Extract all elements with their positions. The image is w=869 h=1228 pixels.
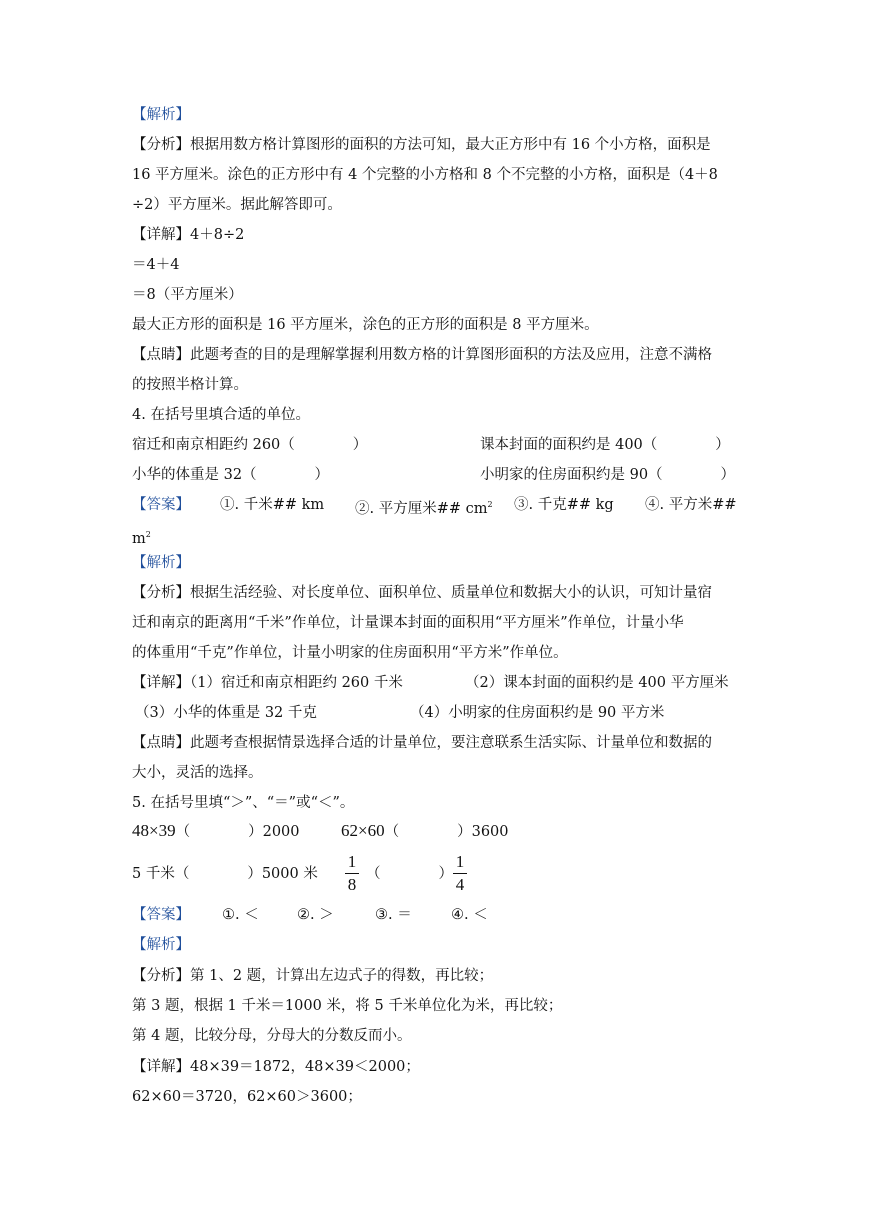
remark-line: 【点睛】此题考查的目的是理解掌握利用数方格的计算图形面积的方法及应用，注意不满格 bbox=[132, 347, 712, 363]
answer-4-unit bbox=[132, 525, 151, 549]
detail-line: ＝4＋4 bbox=[132, 257, 180, 273]
detail-line: （3）小华的体重是 32 千克 bbox=[135, 705, 317, 721]
question-5-item-2 bbox=[341, 821, 509, 842]
answer-2-text: ②. 平方厘米## cm bbox=[355, 500, 488, 517]
question-4-item-b: 课本封面的面积约是 400（ ） bbox=[480, 437, 730, 453]
blank-and-value: （ ）2000 bbox=[175, 824, 300, 840]
question-5-title: 5. 在括号里填“＞”、“＝”或“＜”。 bbox=[132, 795, 355, 811]
unit-text: m bbox=[132, 530, 146, 547]
answer-1: ①. 千米## km bbox=[220, 497, 325, 513]
analysis-line: 的体重用“千克”作单位，计量小明家的住房面积用“平方米”作单位。 bbox=[132, 645, 568, 661]
remark-line: 的按照半格计算。 bbox=[132, 377, 248, 393]
detail-line: 62×60＝3720，62×60＞3600； bbox=[132, 1089, 362, 1105]
question-4-item-a: 宿迁和南京相距约 260（ ） bbox=[132, 437, 368, 453]
detail-line: 【详解】4＋8÷2 bbox=[132, 227, 245, 243]
answer-1: ①. ＜ bbox=[222, 907, 259, 923]
analysis-text: 根据用数方格计算图形的面积的方法可知，最大正方形中有 16 个小方格，面积是 bbox=[190, 137, 711, 153]
analysis-line: 【分析】根据生活经验、对长度单位、面积单位、质量单位和数据大小的认识，可知计量宿 bbox=[132, 585, 712, 601]
fraction-one-eighth bbox=[345, 852, 359, 895]
detail-line: 【详解】（1）宿迁和南京相距约 260 千米 bbox=[132, 675, 403, 691]
denominator: 4 bbox=[455, 875, 465, 894]
detail-line: （2）课本封面的面积约是 400 平方厘米 bbox=[465, 675, 729, 691]
numerator: 1 bbox=[347, 852, 357, 871]
expression: 48×39 bbox=[132, 821, 176, 840]
fraction-one-quarter bbox=[453, 852, 467, 895]
analysis-line: 迁和南京的距离用“千米”作单位，计量课本封面的面积用“平方厘米”作单位，计量小华 bbox=[132, 615, 684, 631]
expression: 62×60 bbox=[341, 821, 385, 840]
question-4-title: 4. 在括号里填合适的单位。 bbox=[132, 407, 310, 423]
blank-and-value: （ ）3600 bbox=[384, 824, 509, 840]
analysis-heading-2: 【解析】 bbox=[132, 555, 190, 571]
answer-2 bbox=[355, 495, 493, 519]
detail-line: 最大正方形的面积是 16 平方厘米，涂色的正方形的面积是 8 平方厘米。 bbox=[132, 317, 599, 333]
question-4-item-d: 小明家的住房面积约是 90（ ） bbox=[480, 467, 736, 483]
section-tag: 【分析】 bbox=[132, 137, 190, 153]
analysis-line: 第 4 题，比较分母，分母大的分数反而小。 bbox=[132, 1028, 412, 1044]
superscript: 2 bbox=[145, 530, 151, 539]
superscript: 2 bbox=[487, 500, 493, 509]
answer-2: ②. ＞ bbox=[297, 907, 334, 923]
analysis-line: ÷2）平方厘米。据此解答即可。 bbox=[132, 197, 342, 213]
numerator: 1 bbox=[455, 852, 465, 871]
remark-line: 大小，灵活的选择。 bbox=[132, 765, 263, 781]
answer-3: ③. 千克## kg bbox=[514, 497, 614, 513]
question-4-item-c: 小华的体重是 32（ ） bbox=[132, 467, 330, 483]
analysis-line: 【分析】第 1、2 题，计算出左边式子的得数，再比较； bbox=[132, 968, 494, 984]
detail-line: 【详解】48×39＝1872，48×39＜2000； bbox=[132, 1059, 420, 1075]
fraction-bar bbox=[453, 873, 467, 874]
analysis-line bbox=[132, 135, 711, 155]
denominator: 8 bbox=[347, 875, 357, 894]
detail-line: （4）小明家的住房面积约是 90 平方米 bbox=[410, 705, 665, 721]
analysis-heading-3: 【解析】 bbox=[132, 937, 190, 953]
analysis-heading-1: 【解析】 bbox=[132, 107, 190, 123]
answer-3: ③. ＝ bbox=[375, 907, 412, 923]
question-5-blank: （ ） bbox=[366, 866, 453, 882]
answer-4: ④. 平方米## bbox=[645, 497, 737, 513]
question-5-item-3: 5 千米（ ）5000 米 bbox=[132, 866, 318, 882]
remark-line: 【点睛】此题考查根据情景选择合适的计量单位，要注意联系生活实际、计量单位和数据的 bbox=[132, 735, 712, 751]
answer-tag: 【答案】 bbox=[132, 497, 190, 513]
answer-tag: 【答案】 bbox=[132, 907, 190, 923]
analysis-line: 第 3 题，根据 1 千米＝1000 米，将 5 千米单位化为米，再比较； bbox=[132, 998, 563, 1014]
detail-line: ＝8（平方厘米） bbox=[132, 287, 243, 303]
fraction-bar bbox=[345, 873, 359, 874]
analysis-line: 16 平方厘米。涂色的正方形中有 4 个完整的小方格和 8 个不完整的小方格，面积是（4＋8 bbox=[132, 167, 718, 183]
question-5-item-1 bbox=[132, 821, 300, 842]
answer-4: ④. ＜ bbox=[451, 907, 488, 923]
